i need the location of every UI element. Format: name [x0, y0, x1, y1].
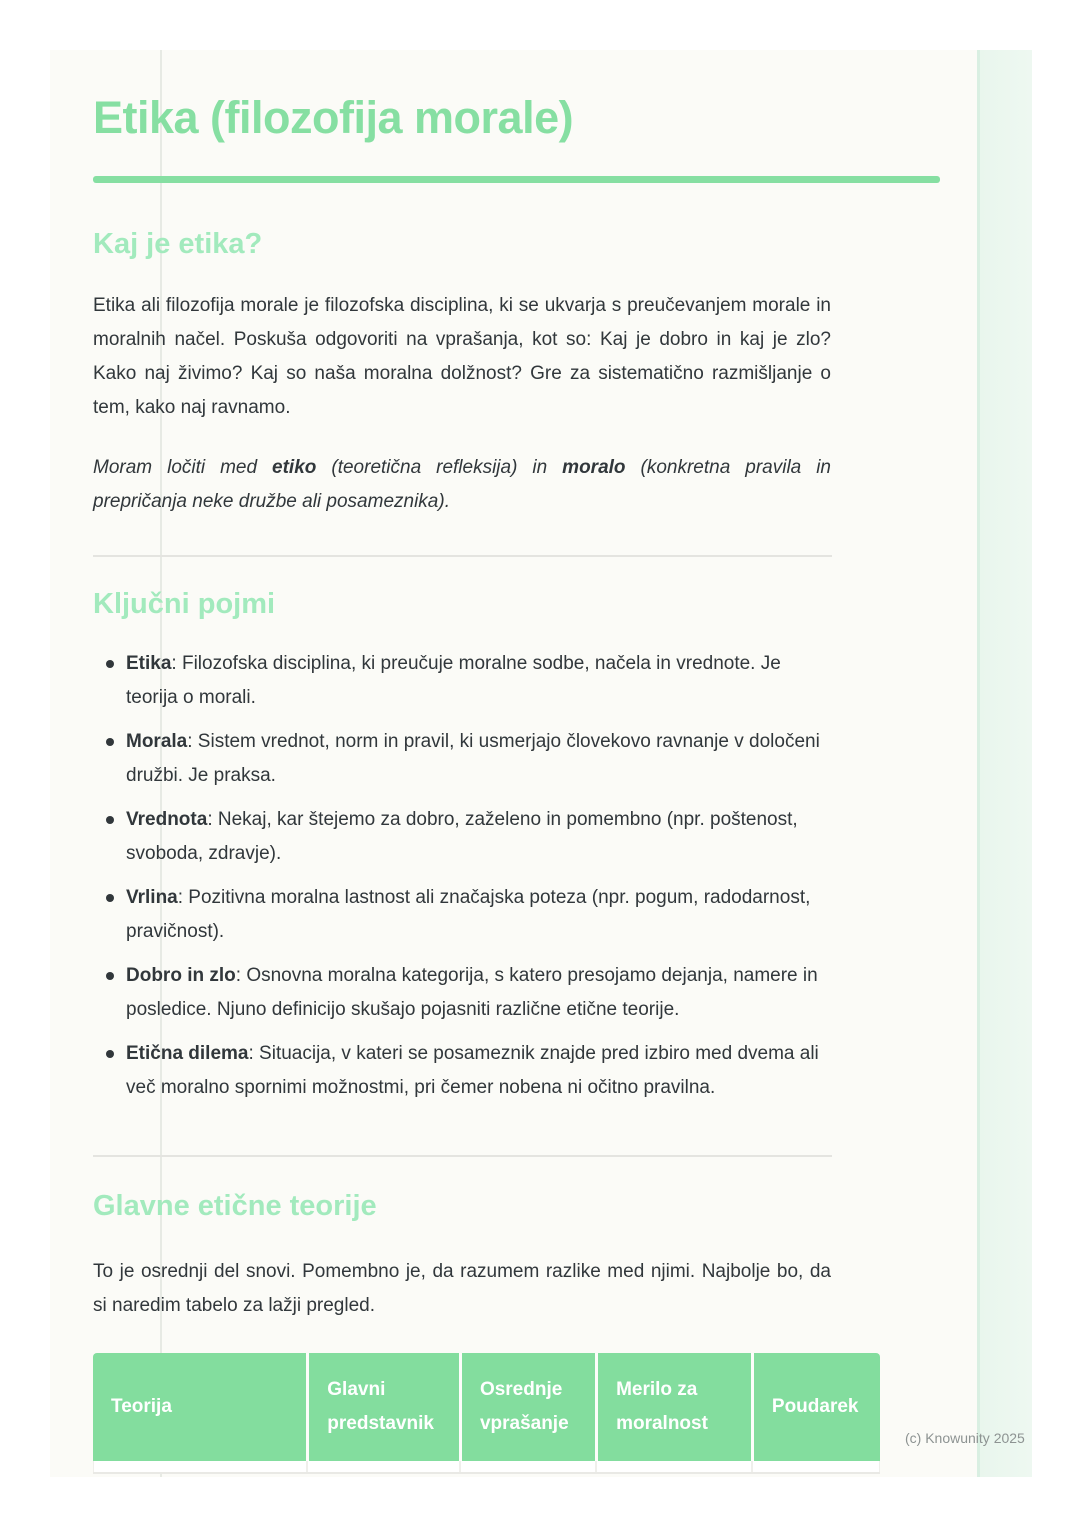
- table-header-label: Teorija: [111, 1396, 172, 1417]
- key-term-definition: : Nekaj, kar štejemo za dobro, zaželeno in pomembno (npr. poštenost, svoboda, zdravje).: [126, 809, 798, 864]
- key-term-item: [93, 959, 831, 1027]
- note-text: (konkretna pravila in prepričanja neke družbe ali posameznika).: [93, 457, 831, 512]
- table-body-cell-empty: [595, 1461, 751, 1472]
- copyright-text: (c) Knowunity 2025: [905, 1430, 1025, 1446]
- section-divider: [93, 555, 832, 557]
- key-term-label: Dobro in zlo: [126, 965, 236, 986]
- table-header-label: Glavni predstavnik: [327, 1379, 434, 1434]
- page-side-strip-decoration: [977, 50, 1032, 1477]
- table-header-cell: [459, 1353, 595, 1461]
- table-header-label: Merilo za moralnost: [616, 1379, 708, 1434]
- section-heading-intro: Kaj je etika?: [93, 228, 263, 260]
- theories-table: [93, 1353, 880, 1474]
- theories-paragraph: To je osrednji del snovi. Pomembno je, da razumem razlike med njimi. Najbolje bo, da si naredim tabelo za lažji pregled.: [93, 1261, 831, 1316]
- key-term-definition: : Pozitivna moralna lastnost ali značajska poteza (npr. pogum, radodarnost, pravičnost).: [126, 887, 811, 942]
- key-term-item: [93, 803, 831, 871]
- key-term-label: Vrlina: [126, 887, 178, 908]
- table-body-cell-empty: [459, 1461, 595, 1472]
- key-term-item: [93, 1037, 831, 1105]
- note-text: Moram ločiti med: [93, 457, 273, 478]
- document-page: [50, 50, 1032, 1477]
- table-body-cell-empty: [751, 1461, 880, 1472]
- note-bold-term: etiko: [272, 457, 317, 478]
- key-terms-list: [93, 647, 831, 1115]
- key-term-definition: : Sistem vrednot, norm in pravil, ki usmerjajo človekovo ravnanje v določeni družbi. Je praksa.: [126, 731, 820, 786]
- key-term-definition: : Osnovna moralna kategorija, s katero presojamo dejanja, namere in posledice. Njuno definicijo skušajo pojasniti različne etične teorije.: [126, 965, 818, 1020]
- section-divider: [93, 1155, 832, 1157]
- theories-table-header-row: [93, 1353, 880, 1461]
- table-body-cell-empty: [306, 1461, 459, 1472]
- section-heading-key-terms: Ključni pojmi: [93, 588, 276, 620]
- table-header-cell: [306, 1353, 459, 1461]
- key-term-definition: : Situacija, v kateri se posameznik znajde pred izbiro med dvema ali več moralno spornimi možnostmi, pri čemer nobena ni očitno pravilna.: [126, 1043, 819, 1098]
- key-term-label: Vrednota: [126, 809, 208, 830]
- title-underline-rule: [93, 176, 940, 183]
- table-header-label: Poudarek: [771, 1396, 859, 1417]
- intro-paragraph: Etika ali filozofija morale je filozofska disciplina, ki se ukvarja s preučevanjem morale in moralnih načel. Poskuša odgovoriti na vprašanja, kot so: Kaj je dobro in kaj je zlo? Kako naj živimo? Kaj so naša moralna dolžnost? Gre za sistematično razmišljanje o tem, kako naj ravnamo.: [93, 295, 831, 418]
- key-term-definition: : Filozofska disciplina, ki preučuje moralne sodbe, načela in vrednote. Je teorija o morali.: [126, 653, 781, 708]
- key-term-item: [93, 647, 831, 715]
- key-term-item: [93, 725, 831, 793]
- key-term-label: Etika: [126, 653, 172, 674]
- note-text: (teoretična refleksija) in: [316, 457, 563, 478]
- page-title: Etika (filozofija morale): [93, 92, 574, 143]
- table-header-cell: [93, 1353, 306, 1461]
- key-term-label: Etična dilema: [126, 1043, 249, 1064]
- key-term-item: [93, 881, 831, 949]
- table-body-cell-empty: [93, 1461, 306, 1472]
- key-term-label: Morala: [126, 731, 188, 752]
- note-bold-term: moralo: [562, 457, 626, 478]
- table-header-cell: [595, 1353, 751, 1461]
- table-header-cell: [751, 1353, 880, 1461]
- table-header-label: Osrednje vprašanje: [479, 1379, 569, 1434]
- section-heading-theories: Glavne etične teorije: [93, 1190, 377, 1222]
- theories-table-body-row-partial: [93, 1461, 880, 1474]
- note-paragraph: [93, 451, 831, 519]
